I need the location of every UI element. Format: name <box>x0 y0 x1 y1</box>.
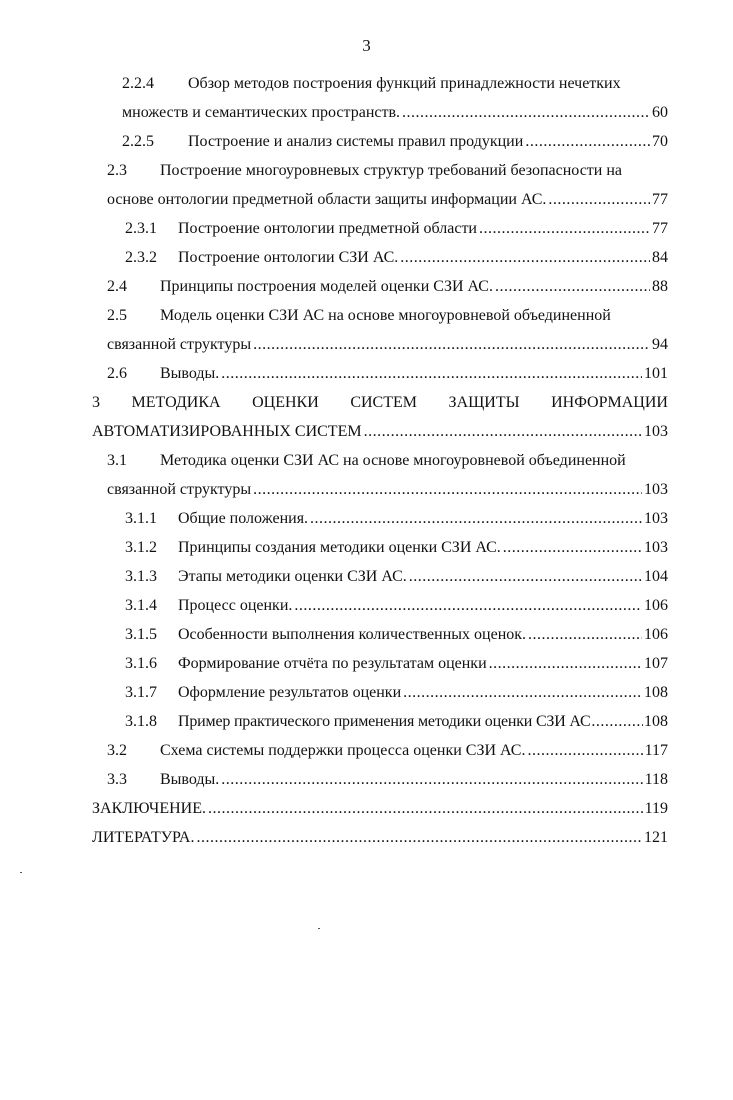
toc-title: Построение и анализ системы правил продукции <box>188 133 524 150</box>
toc-entry-3-1-5 <box>125 621 668 649</box>
toc-heading-word: СИСТЕМ <box>350 394 417 411</box>
toc-page: 108 <box>644 713 668 730</box>
toc-entry-conclusion <box>92 795 668 823</box>
toc-page: 103 <box>644 423 668 440</box>
toc-page: 104 <box>644 568 668 585</box>
toc-title: ЗАКЛЮЧЕНИЕ. <box>92 800 206 817</box>
toc-entry-2-5-continued <box>107 331 668 359</box>
toc-number: 2.6 <box>107 365 127 382</box>
toc-number: 3.1.1 <box>125 510 157 527</box>
dot-leader <box>495 273 650 301</box>
toc-heading-word: ОЦЕНКИ <box>252 394 319 411</box>
toc-page: 108 <box>644 684 668 701</box>
dot-leader <box>591 708 643 736</box>
toc-page: 88 <box>652 278 668 295</box>
toc-title: Выводы. <box>160 771 220 788</box>
toc-entry-2-3 <box>107 157 668 185</box>
dot-leader <box>310 505 642 533</box>
toc-title: Принципы построения моделей оценки СЗИ АС. <box>160 278 493 295</box>
toc-title: основе онтологии предметной области защиты информации АС. <box>107 191 547 208</box>
dot-leader <box>196 824 642 852</box>
toc-page: 107 <box>644 655 668 672</box>
dot-leader <box>527 737 642 765</box>
toc-number: 3.1.2 <box>125 539 157 556</box>
toc-title: Схема системы поддержки процесса оценки СЗИ АС. <box>160 742 526 759</box>
toc-page: 106 <box>644 597 668 614</box>
toc-title: Модель оценки СЗИ АС на основе многоуровневой объединенной <box>160 307 611 324</box>
toc-title: связанной структуры <box>107 481 252 498</box>
toc-entry-3-1-7 <box>125 679 668 707</box>
toc-number: 3.2 <box>107 742 127 759</box>
dot-leader <box>364 418 642 446</box>
dot-leader <box>208 795 643 823</box>
toc-number: 3 <box>92 394 100 411</box>
toc-page: 103 <box>644 539 668 556</box>
toc-page: 70 <box>652 133 668 150</box>
toc-number: 3.1.7 <box>125 684 157 701</box>
toc-entry-2-2-4-continued <box>122 99 668 127</box>
toc-title: Методика оценки СЗИ АС на основе многоуровневой объединенной <box>160 452 626 469</box>
toc-number: 3.1.5 <box>125 626 157 643</box>
toc-title: Построение многоуровневых структур требований безопасности на <box>160 162 623 179</box>
toc-entry-3-1-2 <box>125 534 668 562</box>
toc-number: 2.2.4 <box>122 75 154 92</box>
toc-page: 60 <box>652 104 668 121</box>
toc-entry-2-3-2 <box>125 244 668 272</box>
dot-leader <box>253 331 650 359</box>
dot-leader <box>528 621 642 649</box>
toc-page: 84 <box>652 249 668 266</box>
toc-title: Построение онтологии предметной области <box>178 220 477 237</box>
toc-page: 121 <box>644 829 668 846</box>
toc-page: 103 <box>644 510 668 527</box>
toc-number: 3.3 <box>107 771 127 788</box>
dot-leader <box>221 766 642 794</box>
toc-page: 101 <box>644 365 668 382</box>
dot-leader <box>479 215 650 243</box>
dot-leader <box>253 476 642 504</box>
toc-page: 119 <box>644 800 668 817</box>
dot-leader <box>525 128 650 156</box>
toc-number: 2.3 <box>107 162 127 179</box>
toc-heading-word: МЕТОДИКА <box>131 394 221 411</box>
toc-title: Этапы методики оценки СЗИ АС. <box>178 568 407 585</box>
toc-entry-2-6 <box>107 360 668 388</box>
toc-entry-3-1-continued <box>107 476 668 504</box>
toc-title: Процесс оценки. <box>178 597 293 614</box>
toc-number: 2.3.2 <box>125 249 157 266</box>
toc-page: 94 <box>652 336 668 353</box>
dot-leader <box>294 592 642 620</box>
toc-title: Построение онтологии СЗИ АС. <box>178 249 399 266</box>
dot-leader <box>489 650 642 678</box>
toc-page: 106 <box>644 626 668 643</box>
toc-chapter-3-continued <box>92 418 668 446</box>
toc-number: 3.1.8 <box>125 713 157 730</box>
toc-page: 117 <box>644 742 668 759</box>
toc-entry-3-1-6 <box>125 650 668 678</box>
toc-entry-3-2 <box>107 737 668 765</box>
dot-leader <box>503 534 642 562</box>
toc-title: связанной структуры <box>107 336 252 353</box>
toc-page: 118 <box>644 771 668 788</box>
toc-entry-3-1-1 <box>125 505 668 533</box>
toc-page: 103 <box>644 481 668 498</box>
toc-entry-3-1-8 <box>125 708 668 736</box>
toc-entry-3-1 <box>107 447 668 475</box>
toc-heading-word: ЗАЩИТЫ <box>448 394 520 411</box>
toc-title: АВТОМАТИЗИРОВАННЫХ СИСТЕМ <box>92 423 362 440</box>
toc-entry-2-3-continued <box>107 186 668 214</box>
toc-entry-2-5 <box>107 302 668 330</box>
scan-speck <box>20 872 22 873</box>
toc-entry-3-1-3 <box>125 563 668 591</box>
dot-leader <box>400 244 650 272</box>
toc-entry-2-2-5 <box>122 128 668 156</box>
toc-page: 77 <box>652 220 668 237</box>
toc-heading-word: ИНФОРМАЦИИ <box>551 394 668 411</box>
toc-number: 3.1.4 <box>125 597 157 614</box>
toc-number: 2.4 <box>107 278 127 295</box>
toc-title: Общие положения. <box>178 510 309 527</box>
toc-title: Оформление результатов оценки <box>178 684 402 701</box>
toc-title: ЛИТЕРАТУРА. <box>92 829 195 846</box>
toc-entry-literature <box>92 824 668 852</box>
toc-title: Обзор методов построения функций принадлежности нечетких <box>188 75 621 92</box>
toc-title: Выводы. <box>160 365 220 382</box>
toc-entry-3-1-4 <box>125 592 668 620</box>
page-number: 3 <box>362 36 371 55</box>
dot-leader <box>402 99 650 127</box>
dot-leader <box>548 186 650 214</box>
dot-leader <box>403 679 642 707</box>
toc-chapter-3-heading <box>92 389 668 417</box>
scan-speck <box>318 928 320 929</box>
toc-title: Принципы создания методики оценки СЗИ АС. <box>178 539 501 556</box>
toc-title: Пример практического применения методики оценки СЗИ АС <box>178 713 591 730</box>
toc-entry-2-3-1 <box>125 215 668 243</box>
toc-number: 3.1.3 <box>125 568 157 585</box>
dot-leader <box>409 563 642 591</box>
dot-leader <box>221 360 642 388</box>
toc-entry-3-3 <box>107 766 668 794</box>
toc-number: 3.1.6 <box>125 655 157 672</box>
toc-entry-2-2-4 <box>122 70 668 98</box>
toc-number: 2.5 <box>107 307 127 324</box>
toc-number: 3.1 <box>107 452 127 469</box>
toc-page: 77 <box>652 191 668 208</box>
toc-title: множеств и семантических пространств. <box>122 104 401 121</box>
toc-number: 2.3.1 <box>125 220 157 237</box>
toc-title: Особенности выполнения количественных оценок. <box>178 626 527 643</box>
toc-entry-2-4 <box>107 273 668 301</box>
toc-title: Формирование отчёта по результатам оценки <box>178 655 487 672</box>
toc-number: 2.2.5 <box>122 133 154 150</box>
